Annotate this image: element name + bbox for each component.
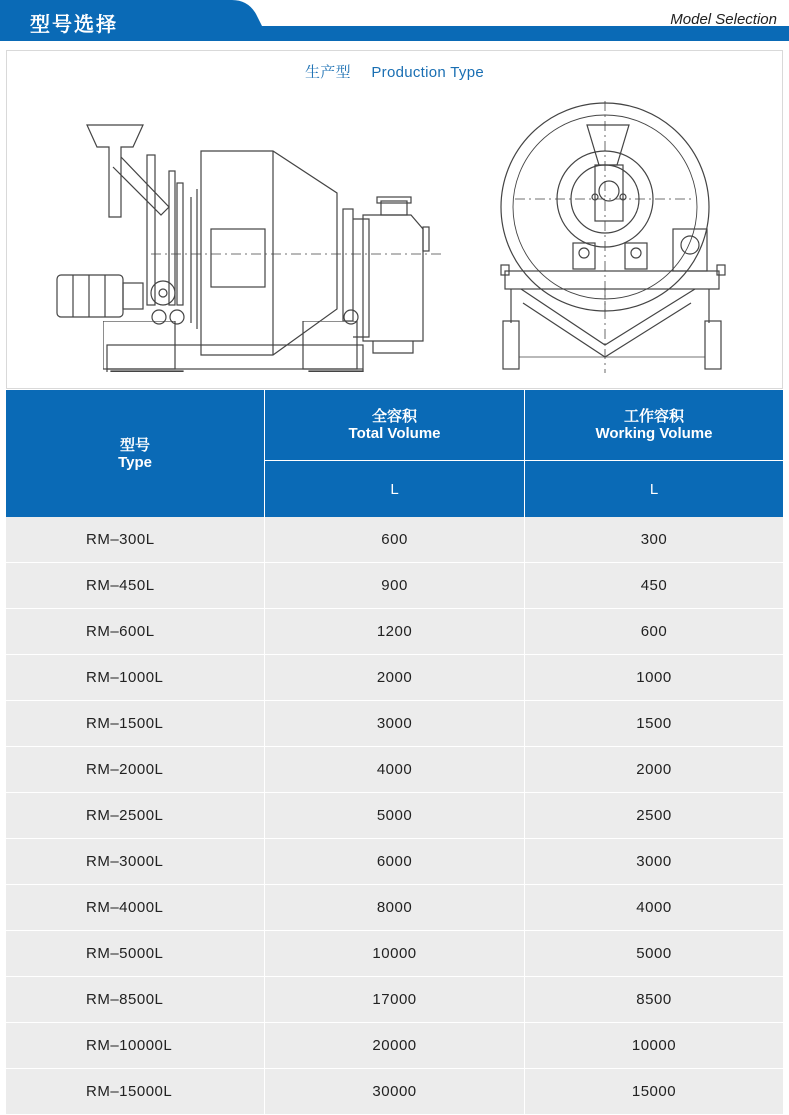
cell-total-volume: 30000 bbox=[265, 1069, 525, 1115]
cell-working-volume: 3000 bbox=[524, 839, 783, 885]
cell-working-volume: 1000 bbox=[524, 655, 783, 701]
cell-working-volume: 2000 bbox=[524, 747, 783, 793]
cell-total-volume: 900 bbox=[265, 563, 525, 609]
table-row bbox=[6, 793, 783, 839]
cell-type: RM–450L bbox=[6, 563, 265, 609]
cell-type: RM–3000L bbox=[6, 839, 265, 885]
header-total-unit: L bbox=[265, 461, 525, 518]
cell-type: RM–1500L bbox=[6, 701, 265, 747]
cell-type: RM–5000L bbox=[6, 931, 265, 977]
cell-type: RM–600L bbox=[6, 609, 265, 655]
cell-type: RM–8500L bbox=[6, 977, 265, 1023]
cell-working-volume: 300 bbox=[524, 517, 783, 563]
header-working-volume bbox=[524, 390, 783, 461]
section-title: 型号选择 bbox=[30, 14, 118, 36]
table-row bbox=[6, 655, 783, 701]
table-row bbox=[6, 1023, 783, 1069]
front-view-drawing bbox=[495, 95, 731, 375]
header-working-en: Working Volume bbox=[595, 425, 713, 442]
section-header bbox=[0, 0, 789, 42]
cell-type: RM–15000L bbox=[6, 1069, 265, 1115]
cell-working-volume: 4000 bbox=[524, 885, 783, 931]
cell-type: RM–2500L bbox=[6, 793, 265, 839]
cell-total-volume: 17000 bbox=[265, 977, 525, 1023]
table-row bbox=[6, 563, 783, 609]
header-working-cn: 工作容积 bbox=[623, 408, 684, 425]
table-row bbox=[6, 517, 783, 563]
cell-total-volume: 20000 bbox=[265, 1023, 525, 1069]
table-row bbox=[6, 931, 783, 977]
table-header-row bbox=[6, 390, 783, 461]
section-title-english: Model Selection bbox=[670, 11, 777, 28]
cell-type: RM–10000L bbox=[6, 1023, 265, 1069]
cell-total-volume: 2000 bbox=[265, 655, 525, 701]
side-view-legs bbox=[103, 321, 363, 371]
table-row bbox=[6, 1069, 783, 1115]
cell-type: RM–4000L bbox=[6, 885, 265, 931]
table-row bbox=[6, 839, 783, 885]
cell-total-volume: 600 bbox=[265, 517, 525, 563]
cell-total-volume: 8000 bbox=[265, 885, 525, 931]
cell-total-volume: 4000 bbox=[265, 747, 525, 793]
table-row bbox=[6, 885, 783, 931]
table-row bbox=[6, 701, 783, 747]
cell-working-volume: 450 bbox=[524, 563, 783, 609]
cell-total-volume: 10000 bbox=[265, 931, 525, 977]
cell-type: RM–300L bbox=[6, 517, 265, 563]
header-working-unit: L bbox=[524, 461, 783, 518]
cell-working-volume: 600 bbox=[524, 609, 783, 655]
cell-total-volume: 6000 bbox=[265, 839, 525, 885]
cell-working-volume: 8500 bbox=[524, 977, 783, 1023]
cell-working-volume: 10000 bbox=[524, 1023, 783, 1069]
figure-caption-cn: 生产型 bbox=[304, 64, 351, 81]
header-total-en: Total Volume bbox=[348, 425, 441, 442]
cell-working-volume: 2500 bbox=[524, 793, 783, 839]
table-row bbox=[6, 747, 783, 793]
figure-caption bbox=[7, 61, 782, 82]
drawing-panel bbox=[6, 50, 783, 389]
header-total-cn: 全容积 bbox=[372, 408, 418, 425]
cell-total-volume: 5000 bbox=[265, 793, 525, 839]
header-type-cn: 型号 bbox=[120, 436, 151, 454]
table-row bbox=[6, 977, 783, 1023]
figure-caption-en: Production Type bbox=[371, 64, 484, 81]
cell-total-volume: 1200 bbox=[265, 609, 525, 655]
header-type-en: Type bbox=[118, 453, 152, 471]
header-type bbox=[6, 390, 265, 517]
cell-type: RM–1000L bbox=[6, 655, 265, 701]
header-total-volume bbox=[265, 390, 525, 461]
table-row bbox=[6, 609, 783, 655]
cell-working-volume: 15000 bbox=[524, 1069, 783, 1115]
model-selection-table bbox=[6, 390, 783, 1115]
table-body bbox=[6, 517, 783, 1115]
cell-working-volume: 1500 bbox=[524, 701, 783, 747]
cell-total-volume: 3000 bbox=[265, 701, 525, 747]
cell-working-volume: 5000 bbox=[524, 931, 783, 977]
cell-type: RM–2000L bbox=[6, 747, 265, 793]
